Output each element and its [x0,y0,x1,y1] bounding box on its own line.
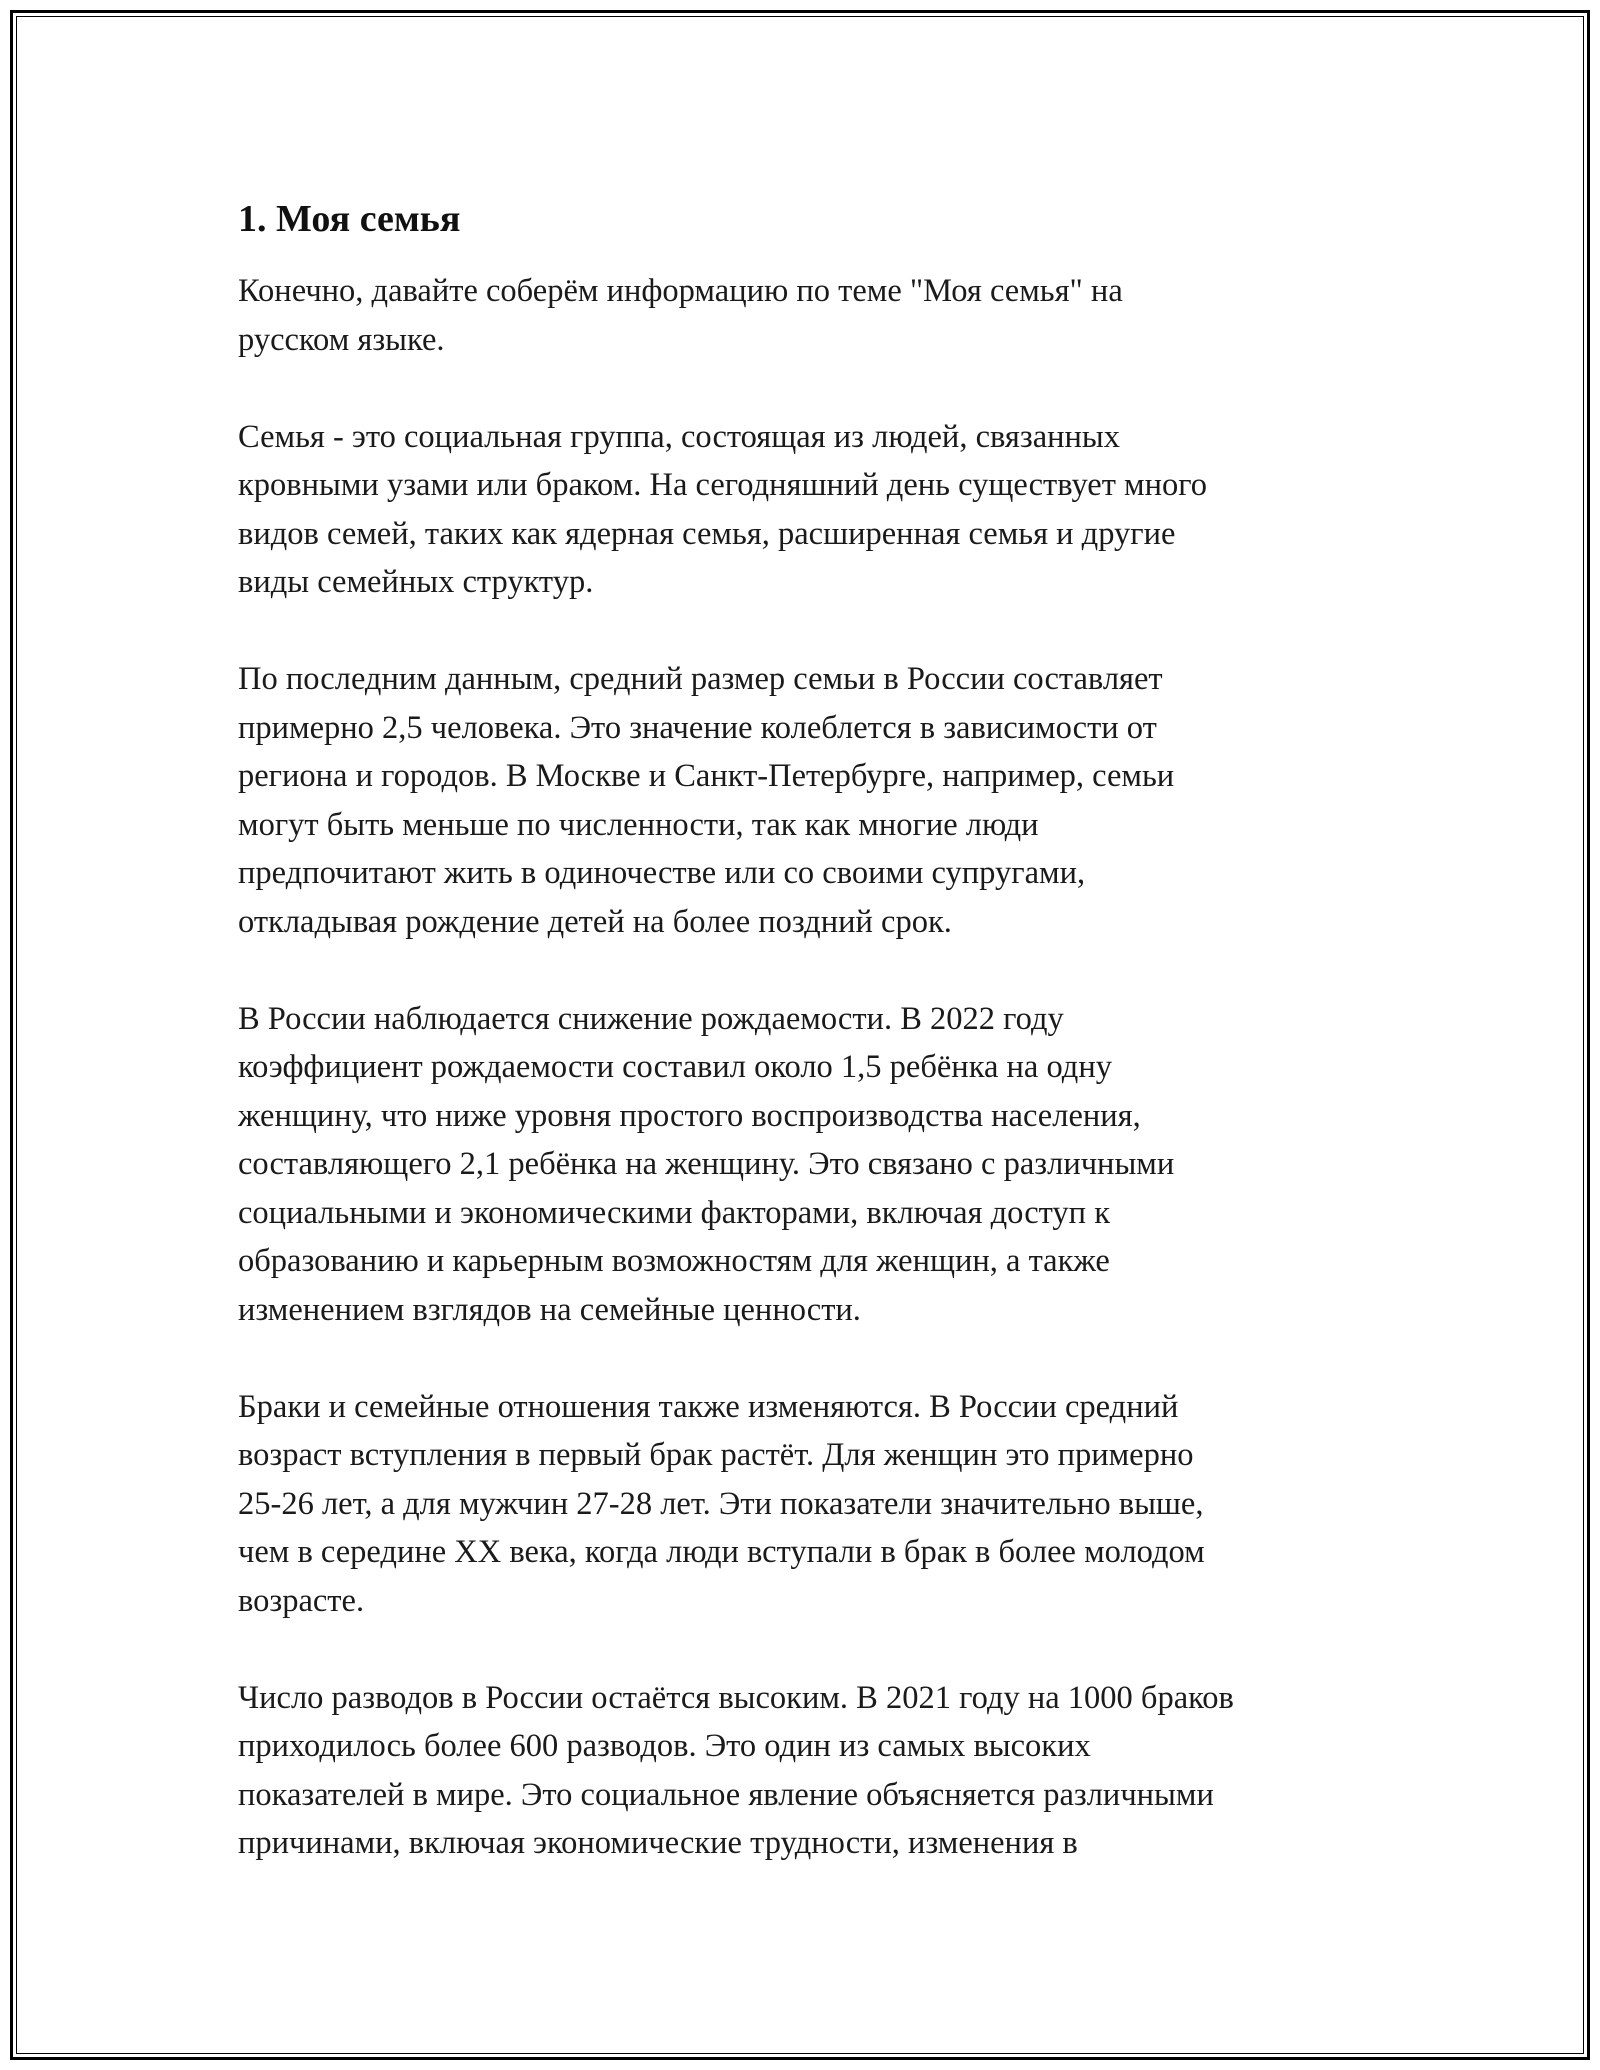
text-line: Семья - это социальная группа, состоящая из людей, связанных [238,418,1120,455]
text-line: русском языке. [238,321,445,358]
text-line: возраст вступления в первый брак растёт. Для женщин это примерно [238,1437,1194,1473]
text-line: социальными и экономическими факторами, включая доступ к [238,1194,1110,1231]
paragraph-intro [238,267,1398,364]
paragraph-definition [238,413,1398,607]
text-line: откладывая рождение детей на более поздний срок. [238,903,952,940]
text-line: Число разводов в России остаётся высоким. В 2021 году на 1000 браков [238,1679,1234,1716]
text-line: В России наблюдается снижение рождаемости. В 2022 году [238,1000,1064,1037]
text-line: По последним данным, средний размер семьи в России составляет [238,661,1163,697]
text-line: региона и городов. В Москве и Санкт-Петербурге, например, семьи [238,758,1175,794]
text-line: причинами, включая экономические трудности, изменения в [238,1825,1078,1861]
paragraph-marriage [238,1383,1398,1626]
text-line: показателей в мире. Это социальное явление объясняется различными [238,1776,1214,1813]
text-line: изменением взглядов на семейные ценности. [238,1291,861,1328]
text-line: предпочитают жить в одиночестве или со своими супругами, [238,855,1086,891]
text-line: кровными узами или браком. На сегодняшний день существует много [238,467,1208,503]
text-line: могут быть меньше по численности, так как многие люди [238,806,1039,843]
text-line: чем в середине XX века, когда люди вступали в брак в более молодом [238,1534,1205,1570]
text-line: виды семейных структур. [238,564,594,600]
text-line: 25-26 лет, а для мужчин 27-28 лет. Эти показатели значительно выше, [238,1485,1204,1522]
text-line: возрасте. [238,1582,365,1619]
text-line: приходилось более 600 разводов. Это один из самых высоких [238,1728,1091,1764]
paragraph-divorce [238,1674,1398,1868]
page-frame [10,10,1590,2060]
text-line: коэффициент рождаемости составил около 1,5 ребёнка на одну [238,1049,1112,1085]
paragraph-family-size [238,655,1398,946]
paragraph-birth-rate [238,995,1398,1335]
document-body [238,195,1398,1916]
text-line: образованию и карьерным возможностям для женщин, а также [238,1243,1110,1279]
text-line: Браки и семейные отношения также изменяются. В России средний [238,1388,1179,1425]
text-line: примерно 2,5 человека. Это значение колеблется в зависимости от [238,709,1157,746]
text-line: Конечно, давайте соберём информацию по теме "Моя семья" на [238,273,1123,309]
text-line: видов семей, таких как ядерная семья, расширенная семья и другие [238,515,1176,552]
text-line: женщину, что ниже уровня простого воспроизводства населения, [238,1097,1141,1134]
document-title: 1. Моя семья [238,198,461,240]
text-line: составляющего 2,1 ребёнка на женщину. Это связано с различными [238,1146,1175,1182]
